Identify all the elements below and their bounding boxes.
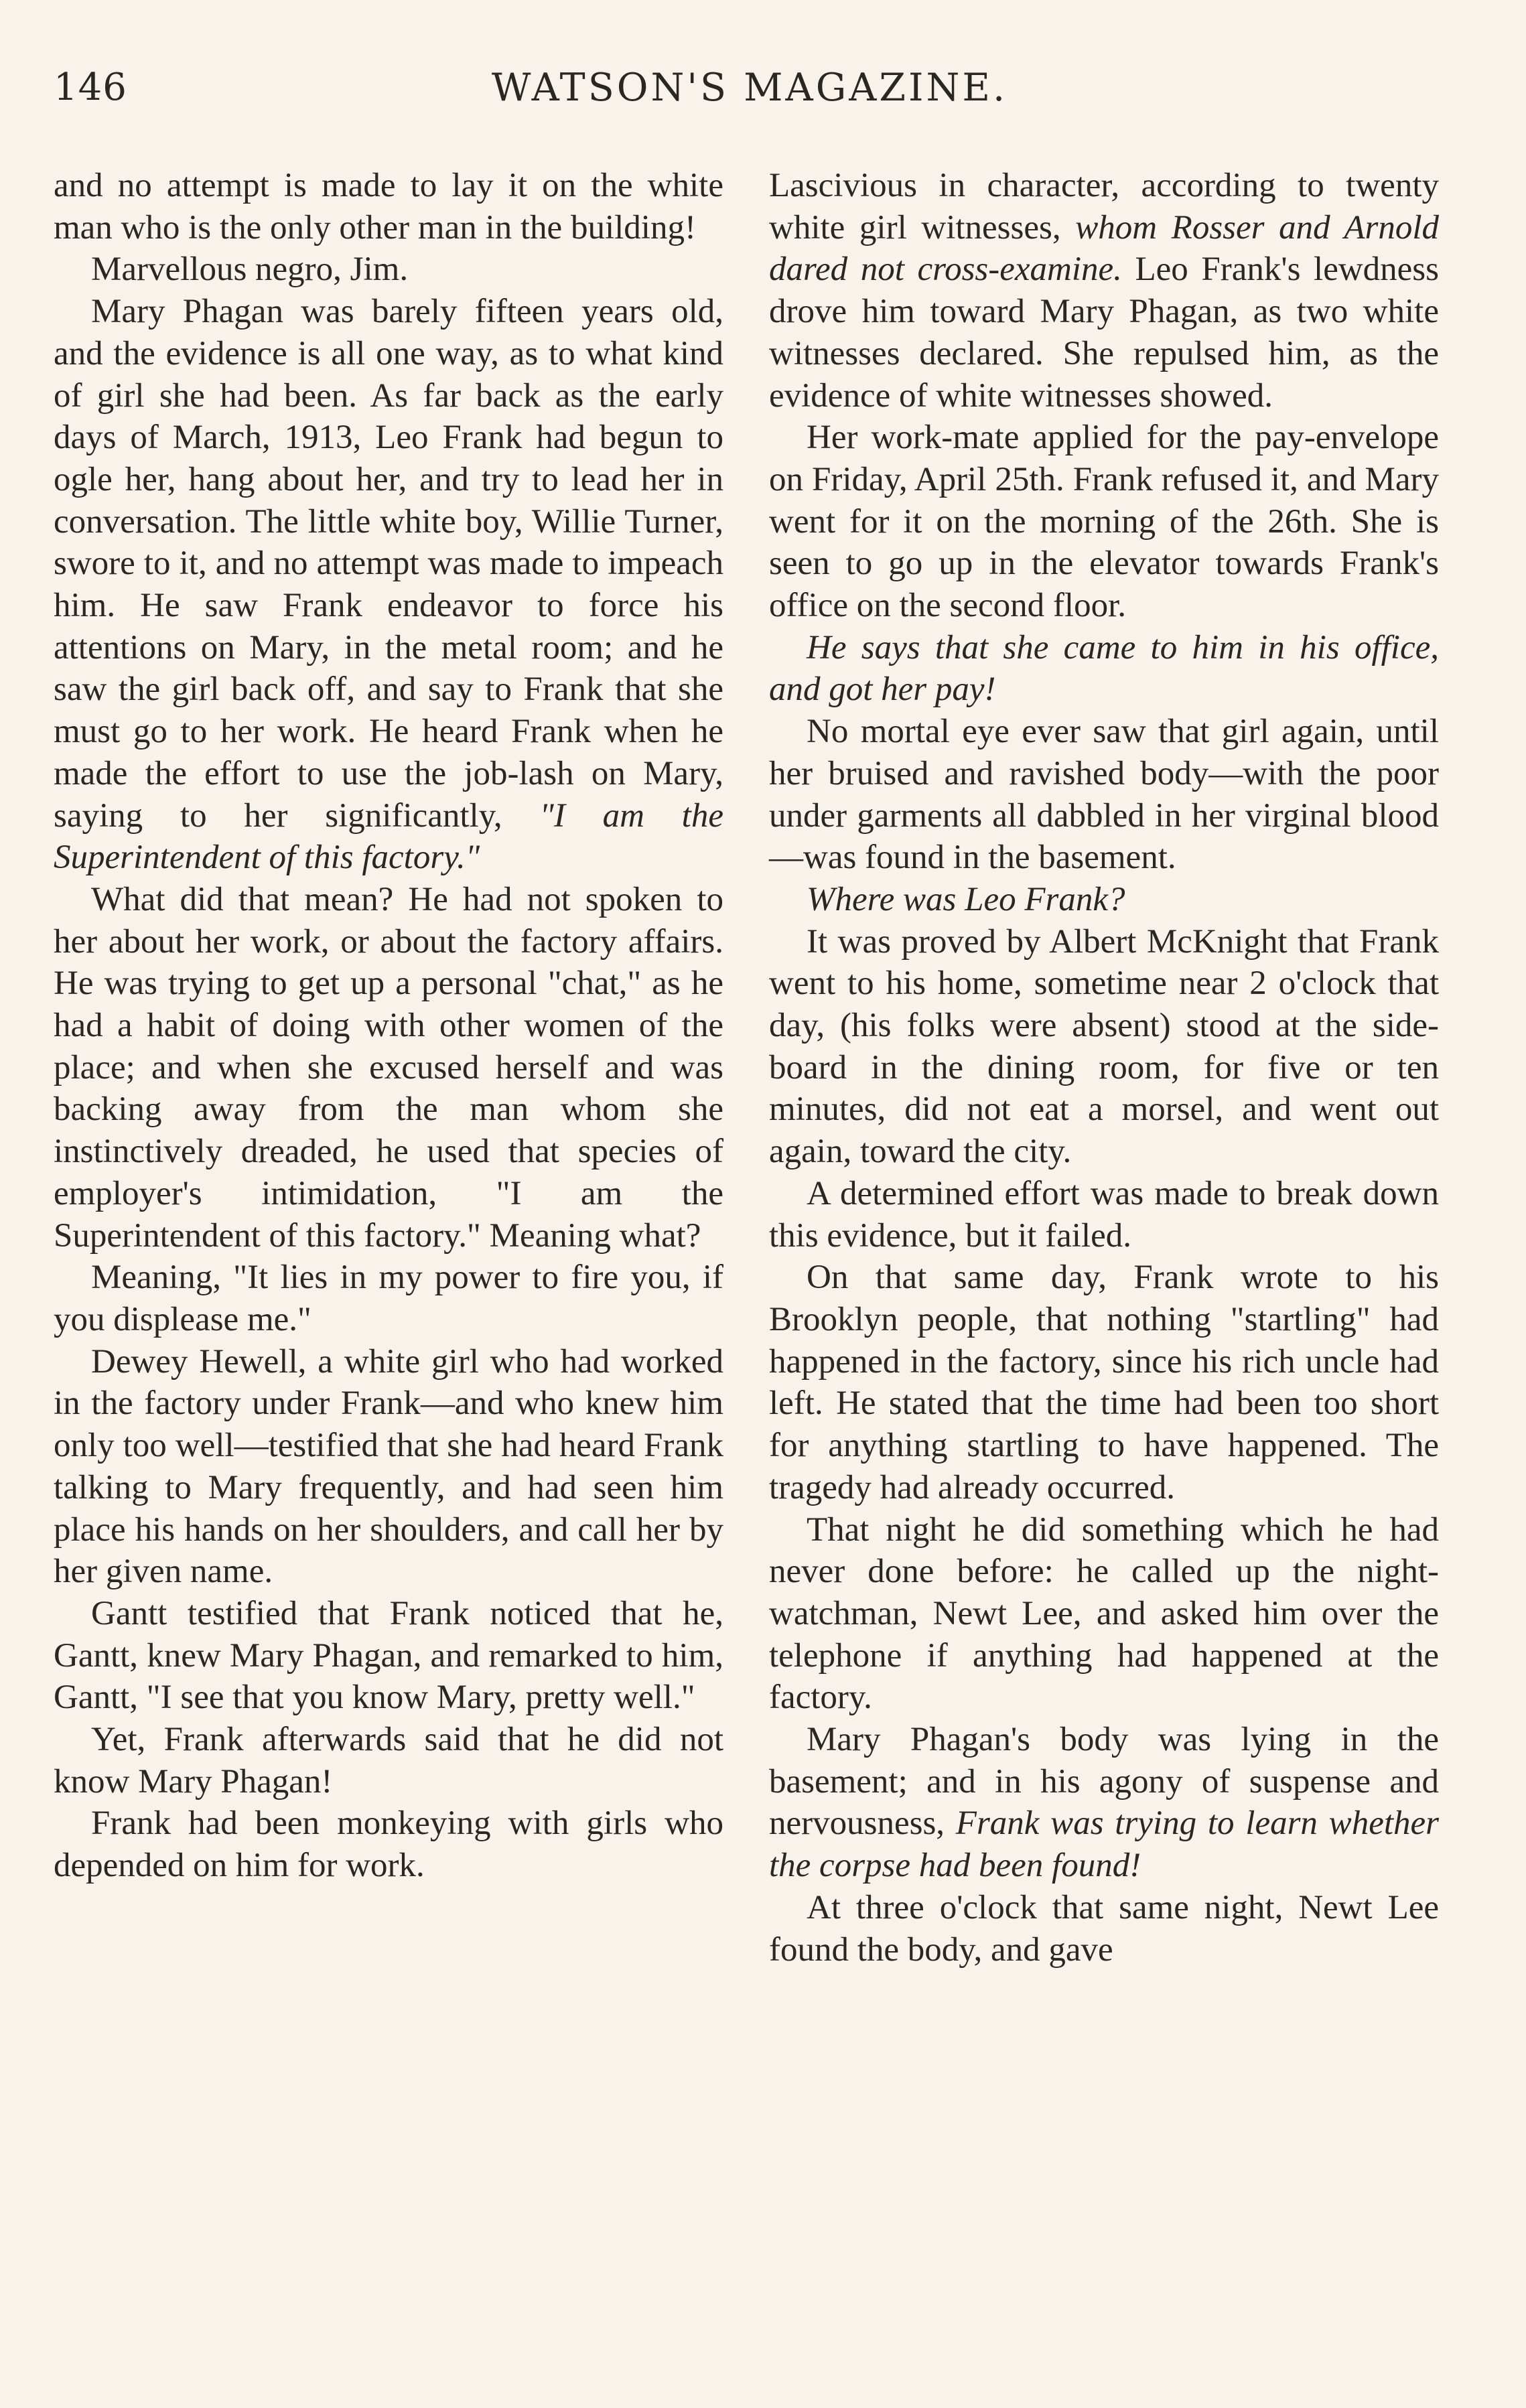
paragraph: A determined effort was made to break down this evidence, but it failed. bbox=[769, 1174, 1439, 1255]
paragraph-text: Mary Phagan was barely fifteen years old, and the evidence is all one way, as to what kind of girl she had been. As far back as the early days of March, 1913, Leo Frank had begun to ogle her, hang about her, and try to lead her in conversation. The little white boy, Willie Turner, swore to it, and no attempt was made to impeach him. He saw Frank endeavor to force his attentions on Mary, in the metal room; and he saw the girl back off, and say to Frank that she must go to her work. He heard Frank when he made the effort to use the job-lash on Mary, saying to her significantly, bbox=[54, 293, 723, 835]
paragraph-text: Leo Frank's lewdness drove him toward Mary Phagan, as two white witnesses declared. She repulsed him, as the evidence of white witnesses showed. bbox=[769, 251, 1440, 415]
paragraph bbox=[769, 879, 1439, 921]
paragraph: Gantt testified that Frank noticed that he, Gantt, knew Mary Phagan, and remarked to him, Gantt, "I see that you know Mary, pretty well." bbox=[54, 1594, 723, 1717]
italic-phrase: Frank was trying to learn whether the corpse had been found! bbox=[769, 1804, 1439, 1885]
paragraph: and no attempt is made to lay it on the white man who is the only other man in the building! bbox=[54, 167, 723, 246]
paragraph-text: Mary Phagan's body was lying in the basement; and in his agony of suspense and nervousness, bbox=[769, 1721, 1439, 1843]
left-column bbox=[54, 165, 723, 1887]
running-title: WATSON'S MAGAZINE. bbox=[491, 66, 1008, 110]
paragraph bbox=[54, 291, 723, 879]
italic-phrase: whom Rosser and Arnold dared not cross-examine. bbox=[769, 208, 1439, 289]
paragraph bbox=[769, 1719, 1439, 1887]
paragraph: At three o'clock that same night, Newt Lee found the body, and gave bbox=[769, 1888, 1439, 1969]
paragraph: What did that mean? He had not spoken to her about her work, or about the factory affairs. He was trying to get up a personal "chat," as he had a habit of doing with other women of the place; and when she excused herself and was backing away from the man whom she instinctively dreaded, he used that species of employer's intimidation, "I am the Superintendent of this factory." Meaning what? bbox=[54, 880, 723, 1255]
paragraph: That night he did something which he had never done before: he called up the night-watchman, Newt Lee, and asked him over the telephone if anything had happened at the factory. bbox=[769, 1510, 1439, 1717]
paragraph: No mortal eye ever saw that girl again, until her bruised and ravished body—with the poor under garments all dabbled in her virginal blood—was found in the basement. bbox=[769, 713, 1439, 877]
paragraph: Marvellous negro, Jim. bbox=[91, 251, 409, 289]
italic-paragraph: Where was Leo Frank? bbox=[807, 880, 1125, 918]
paragraph: It was proved by Albert McKnight that Frank went to his home, sometime near 2 o'clock that day, (his folks were absent) stood at the side-board in the dining room, for five or ten minutes, did not eat a morsel, and went out again, toward the city. bbox=[769, 922, 1439, 1171]
paragraph: Meaning, "It lies in my power to fire you, if you displease me." bbox=[54, 1259, 723, 1338]
italic-paragraph: He says that she came to him in his office, and got her pay! bbox=[769, 628, 1439, 709]
right-column bbox=[769, 165, 1439, 1971]
paragraph: Yet, Frank afterwards said that he did not know Mary Phagan! bbox=[54, 1721, 723, 1800]
page-number: 146 bbox=[54, 66, 127, 109]
paragraph: Dewey Hewell, a white girl who had worked in the factory under Frank—and who knew him only too well—testified that she had heard Frank talking to Mary frequently, and had seen him place his hands on her shoulders, and call her by her given name. bbox=[54, 1342, 723, 1591]
paragraph: On that same day, Frank wrote to his Brooklyn people, that nothing "startling" had happened in the factory, since his rich uncle had left. He stated that the time had been too short for anything startling to have happened. The tragedy had already occurred. bbox=[769, 1259, 1439, 1506]
italic-quote: "I am the Superintendent of this factory." bbox=[54, 796, 723, 877]
paragraph: Frank had been monkeying with girls who depended on him for work. bbox=[54, 1804, 723, 1885]
paragraph bbox=[769, 165, 1439, 417]
paragraph: Her work-mate applied for the pay-envelope on Friday, April 25th. Frank refused it, and Mary went for it on the morning of the 26th. She is seen to go up in the elevator towards Frank's office on the second floor. bbox=[769, 419, 1439, 625]
paragraph bbox=[769, 627, 1439, 711]
page-header bbox=[54, 66, 1446, 126]
paragraph-text: Lascivious in character, according to twenty white girl witnesses, bbox=[769, 167, 1439, 246]
